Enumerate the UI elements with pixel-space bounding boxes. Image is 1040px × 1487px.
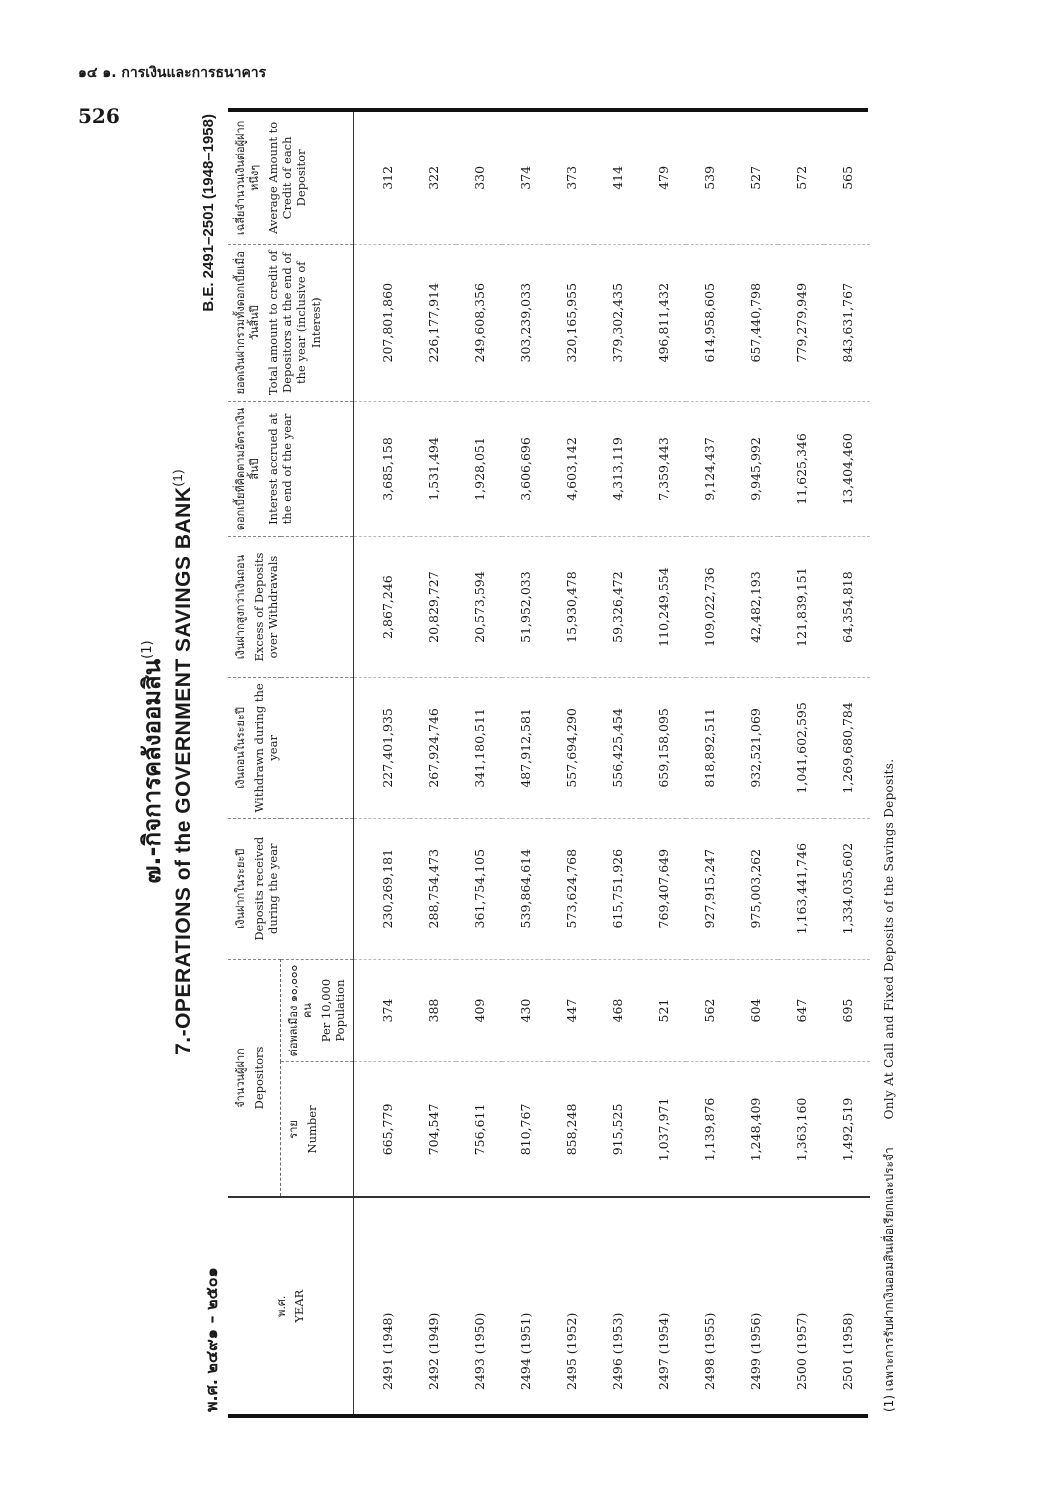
deposits-cell: 539,864,614 (502, 818, 548, 959)
deposits-cell: 975,003,262 (732, 818, 778, 959)
total-amount-cell: 614,958,605 (686, 244, 732, 401)
excess-cell: 15,930,478 (548, 537, 594, 678)
depositors-number-cell: 704,547 (410, 1062, 456, 1197)
year-cell: 2497 (1954) (640, 1197, 686, 1414)
header-number (281, 1062, 354, 1197)
interest-cell: 4,603,142 (548, 401, 594, 536)
average-amount-cell: 373 (563, 165, 579, 190)
header-total-th: ยอดเงินฝากรวมทั้งดอกเบี้ยเมื่อวันสิ้นปี (234, 251, 261, 395)
header-depositors-th: จำนวนผู้ฝาก (234, 1048, 247, 1108)
excess-cell: 59,326,472 (594, 537, 640, 678)
table-row (594, 112, 640, 1414)
depositors-number-cell: 858,248 (548, 1062, 594, 1197)
table-row (686, 112, 732, 1414)
total-amount-cell: 379,302,435 (594, 244, 640, 401)
withdrawn-cell: 227,401,935 (354, 677, 411, 818)
withdrawn-cell: 1,269,680,784 (824, 677, 870, 818)
total-amount-cell: 249,608,356 (456, 244, 502, 401)
interest-cell: 9,124,437 (686, 401, 732, 536)
deposits-cell: 573,624,768 (548, 818, 594, 959)
header-withdrawn-en: Withdrawn during the year (251, 683, 281, 813)
year-cell: 2494 (1951) (502, 1197, 548, 1414)
title-english-note: (1) (170, 469, 185, 487)
header-excess-en: Excess of Deposits over Withdrawals (251, 552, 281, 662)
total-amount-cell: 226,177,914 (410, 244, 456, 401)
table-row (456, 112, 502, 1414)
header-excess-th: เงินฝากสูงกว่าเงินถอน (234, 554, 247, 660)
average-amount-cell: 527 (747, 165, 763, 190)
withdrawn-cell: 1,041,602,595 (778, 677, 824, 818)
deposits-cell: 615,751,926 (594, 818, 640, 959)
per-population-cell: 695 (824, 959, 870, 1062)
interest-cell: 9,945,992 (732, 401, 778, 536)
interest-cell: 13,404,460 (824, 401, 870, 536)
interest-cell: 1,531,494 (410, 401, 456, 536)
title-thai (132, 104, 171, 1420)
header-number-th: ราย (287, 1120, 300, 1139)
running-head: ๑๔ ๑. การเงินและการธนาคาร (78, 65, 267, 81)
table-row (548, 112, 594, 1414)
deposits-cell: 1,163,441,746 (778, 818, 824, 959)
per-population-cell: 521 (640, 959, 686, 1062)
header-per-population (281, 959, 354, 1062)
excess-cell: 110,249,554 (640, 537, 686, 678)
total-amount-cell: 303,239,033 (502, 244, 548, 401)
interest-cell: 4,313,119 (594, 401, 640, 536)
header-year-th: พ.ศ. (274, 1295, 288, 1317)
excess-cell: 20,829,727 (410, 537, 456, 678)
title-english (170, 104, 196, 1420)
header-average (228, 112, 354, 244)
withdrawn-cell: 659,158,095 (640, 677, 686, 818)
header-total-en: Total amount to credit of Depositors at the end of the year (inclusive of Interest) (265, 250, 323, 396)
header-interest (228, 401, 354, 536)
withdrawn-cell: 818,892,511 (686, 677, 732, 818)
total-amount-cell: 779,279,949 (778, 244, 824, 401)
year-cell: 2498 (1955) (686, 1197, 732, 1414)
header-depositors-en: Depositors (251, 1046, 266, 1110)
depositors-number-cell: 915,525 (594, 1062, 640, 1197)
year-cell: 2496 (1953) (594, 1197, 640, 1414)
withdrawn-cell: 556,425,454 (594, 677, 640, 818)
year-cell: 2493 (1950) (456, 1197, 502, 1414)
statistics-table (228, 108, 868, 1418)
header-depositors (228, 959, 281, 1197)
header-interest-en: Interest accrued at the end of the year (265, 413, 294, 525)
table-page (100, 104, 910, 1420)
average-amount-cell: 374 (517, 165, 533, 190)
withdrawn-cell: 341,180,511 (456, 677, 502, 818)
table-row (778, 112, 824, 1414)
interest-cell: 11,625,346 (778, 401, 824, 536)
year-cell: 2495 (1952) (548, 1197, 594, 1414)
deposits-cell: 230,269,181 (354, 818, 411, 959)
footnote-english: Only At Call and Fixed Deposits of the Savings Deposits. (882, 758, 896, 1120)
footnote (880, 759, 899, 1412)
table-row (502, 112, 548, 1414)
year-cell: 2491 (1948) (354, 1197, 411, 1414)
withdrawn-cell: 487,912,581 (502, 677, 548, 818)
per-population-cell: 647 (778, 959, 824, 1062)
excess-cell: 64,354,818 (824, 537, 870, 678)
table-row (410, 112, 456, 1414)
header-per-population-th: ต่อพลเมือง ๑๐,๐๐๐ คน (287, 964, 314, 1057)
withdrawn-cell: 932,521,069 (732, 677, 778, 818)
interest-cell: 7,359,443 (640, 401, 686, 536)
deposits-cell: 361,754,105 (456, 818, 502, 959)
deposits-cell: 1,334,035,602 (824, 818, 870, 959)
per-population-cell: 409 (456, 959, 502, 1062)
table-row (354, 112, 411, 1414)
total-amount-cell: 496,811,432 (640, 244, 686, 401)
deposits-cell: 927,915,247 (686, 818, 732, 959)
depositors-number-cell: 1,492,519 (824, 1062, 870, 1197)
per-population-cell: 562 (686, 959, 732, 1062)
year-cell: 2492 (1949) (410, 1197, 456, 1414)
header-withdrawn (228, 677, 354, 818)
year-cell: 2501 (1958) (824, 1197, 870, 1414)
total-amount-cell: 320,165,955 (548, 244, 594, 401)
header-year (228, 1197, 354, 1414)
table-body (354, 112, 871, 1414)
excess-cell: 20,573,594 (456, 537, 502, 678)
header-deposits-en: Deposits received during the year (251, 836, 281, 941)
page-number: 526 (78, 104, 120, 128)
header-withdrawn-th: เงินถอนในระยะปี (234, 707, 247, 789)
withdrawn-cell: 267,924,746 (410, 677, 456, 818)
year-cell: 2499 (1956) (732, 1197, 778, 1414)
depositors-number-cell: 1,037,971 (640, 1062, 686, 1197)
per-population-cell: 447 (548, 959, 594, 1062)
average-amount-cell: 330 (471, 165, 487, 190)
table-row (640, 112, 686, 1414)
table-row (824, 112, 870, 1414)
table-row (732, 112, 778, 1414)
interest-cell: 3,685,158 (354, 401, 411, 536)
header-number-en: Number (304, 1105, 319, 1154)
header-deposits-th: เงินฝากในระยะปี (234, 848, 247, 929)
average-amount-cell: 565 (839, 165, 855, 190)
excess-cell: 121,839,151 (778, 537, 824, 678)
average-amount-cell: 572 (793, 165, 809, 190)
header-total (228, 244, 354, 401)
title-thai-note: (1) (140, 640, 155, 659)
period-thai: พ.ศ. ๒๔๙๑ – ๒๕๐๑ (202, 1267, 221, 1412)
interest-cell: 3,606,696 (502, 401, 548, 536)
excess-cell: 109,022,736 (686, 537, 732, 678)
depositors-number-cell: 1,248,409 (732, 1062, 778, 1197)
header-deposits (228, 818, 354, 959)
depositors-number-cell: 756,611 (456, 1062, 502, 1197)
depositors-number-cell: 1,363,160 (778, 1062, 824, 1197)
average-amount-cell: 414 (609, 165, 625, 190)
period-english: B.E. 2491–2501 (1948–1958) (200, 114, 217, 312)
title-english-text: 7.-OPERATIONS of the GOVERNMENT SAVINGS BANK (172, 486, 195, 1055)
average-amount-cell: 322 (425, 165, 441, 190)
withdrawn-cell: 557,694,290 (548, 677, 594, 818)
header-interest-th: ดอกเบี้ยที่คิดตามอัตราเงินสิ้นปี (234, 407, 261, 531)
per-population-cell: 374 (354, 959, 411, 1062)
deposits-cell: 769,407,649 (640, 818, 686, 959)
title-thai-text: ๗.-กิจการคลังออมสิน (138, 658, 166, 884)
excess-cell: 2,867,246 (354, 537, 411, 678)
excess-cell: 51,952,033 (502, 537, 548, 678)
depositors-number-cell: 665,779 (354, 1062, 411, 1197)
header-average-th: เฉลี่ยจำนวนเงินต่อผู้ฝากหนึ่งๆ (234, 120, 261, 236)
per-population-cell: 388 (410, 959, 456, 1062)
deposits-cell: 288,754,473 (410, 818, 456, 959)
average-amount-cell: 539 (701, 165, 717, 190)
excess-cell: 42,482,193 (732, 537, 778, 678)
header-per-population-en: Per 10,000 Population (318, 978, 347, 1043)
total-amount-cell: 207,801,860 (354, 244, 411, 401)
per-population-cell: 604 (732, 959, 778, 1062)
interest-cell: 1,928,051 (456, 401, 502, 536)
average-amount-cell: 479 (655, 165, 671, 190)
per-population-cell: 430 (502, 959, 548, 1062)
footnote-thai: (1) เฉพาะการรับฝากเงินออมสินเผื่อเรียกและประจำ (882, 1147, 896, 1412)
header-year-en: YEAR (292, 1289, 307, 1323)
per-population-cell: 468 (594, 959, 640, 1062)
total-amount-cell: 657,440,798 (732, 244, 778, 401)
depositors-number-cell: 1,139,876 (686, 1062, 732, 1197)
total-amount-cell: 843,631,767 (824, 244, 870, 401)
year-cell: 2500 (1957) (778, 1197, 824, 1414)
depositors-number-cell: 810,767 (502, 1062, 548, 1197)
header-average-en: Average Amount to Credit of each Depositor (265, 121, 309, 234)
header-excess (228, 537, 354, 678)
average-amount-cell: 312 (379, 165, 395, 190)
